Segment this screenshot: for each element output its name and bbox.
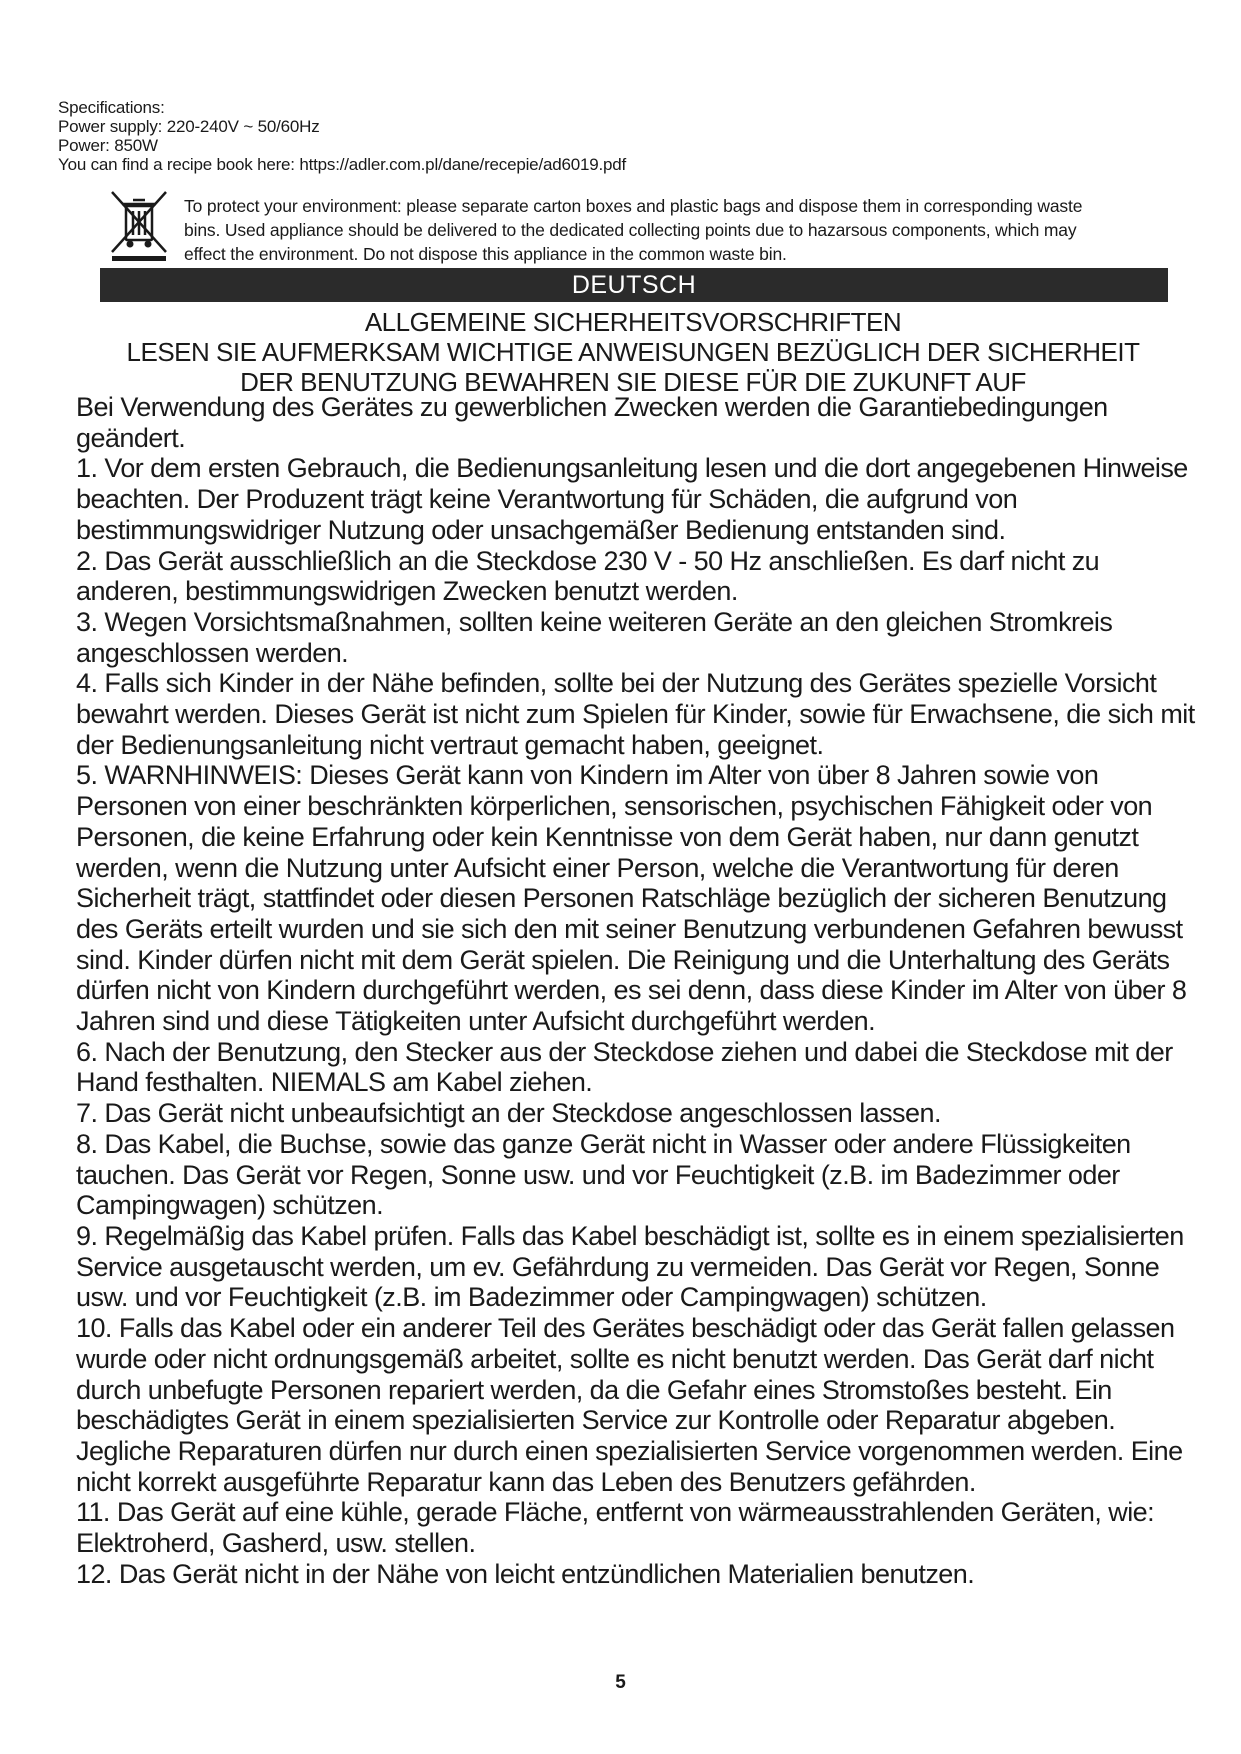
safety-item-9: 9. Regelmäßig das Kabel prüfen. Falls das Kabel beschädigt ist, sollte es in einem spezialisierten Service ausgetauscht werden, um ev. Gefährdung zu vermeiden. Das Gerät vor Regen, Sonne usw. und vor Feuchtigkeit (z.B. im Badezimmer oder Campingwagen) schützen. bbox=[76, 1220, 1184, 1313]
warranty-intro: Bei Verwendung des Gerätes zu gewerblichen Zwecken werden die Garantiebedingungen geändert. bbox=[76, 392, 1108, 453]
language-section-bar: DEUTSCH bbox=[100, 268, 1168, 302]
safety-item-6: 6. Nach der Benutzung, den Stecker aus der Steckdose ziehen und dabei die Steckdose mit der Hand festhalten. NIEMALS am Kabel ziehen. bbox=[76, 1036, 1173, 1098]
safety-item-3: 3. Wegen Vorsichtsmaßnahmen, sollten keine weiteren Geräte an den gleichen Stromkreis angeschlossen werden. bbox=[76, 606, 1113, 668]
specifications-block bbox=[58, 98, 1208, 174]
safety-heading-line-1: ALLGEMEINE SICHERHEITSVORSCHRIFTEN bbox=[364, 307, 902, 337]
safety-heading-line-3: DER BENUTZUNG BEWAHREN SIE DIESE FÜR DIE ZUKUNFT AUF bbox=[240, 367, 1026, 397]
recipe-book-link: You can find a recipe book here: https://adler.com.pl/dane/recepie/ad6019.pdf bbox=[58, 155, 627, 174]
power-spec: Power: 850W bbox=[58, 136, 158, 155]
safety-item-4: 4. Falls sich Kinder in der Nähe befinden, sollte bei der Nutzung des Gerätes spezielle Vorsicht bewahrt werden. Dieses Gerät ist nicht zum Spielen für Kinder, sowie für Erwachsene, die sich mit der Bedienungsanleitung nicht vertraut gemacht haben, geeignet. bbox=[76, 668, 1195, 760]
safety-instructions bbox=[76, 392, 1196, 1589]
environment-text-line-2: bins. Used appliance should be delivered to the dedicated collecting points due to hazarsous components, which may bbox=[184, 220, 1077, 240]
safety-item-10: 10. Falls das Kabel oder ein anderer Teil des Gerätes beschädigt oder das Gerät fallen gelassen wurde oder nicht ordnungsgemäß arbeitet, sollte es nicht benutzt werden. Das Gerät darf nicht durch unbefugte Personen repariert werden, da die Gefahr eines Stromstoßes besteht. Ein beschädigtes Gerät in einem spezialisierten Service zur Kontrolle oder Reparatur abgeben. Jegliche Reparaturen dürfen nur durch einen spezialisierten Service vorgenommen werden. Eine nicht korrekt ausgeführte Reparatur kann das Leben des Benutzers gefährden. bbox=[76, 1313, 1183, 1497]
safety-item-12: 12. Das Gerät nicht in der Nähe von leicht entzündlichen Materialien benutzen. bbox=[76, 1558, 975, 1589]
environment-text-line-1: To protect your environment: please separate carton boxes and plastic bags and dispose them in corresponding waste bbox=[184, 196, 1083, 216]
safety-headings bbox=[58, 307, 1208, 397]
environment-text-line-3: effect the environment. Do not dispose this appliance in the common waste bin. bbox=[184, 244, 787, 264]
safety-item-2: 2. Das Gerät ausschließlich an die Steckdose 230 V - 50 Hz anschließen. Es darf nicht zu anderen, bestimmungswidrigen Zwecken benutzt werden. bbox=[76, 545, 1100, 607]
power-supply-spec: Power supply: 220-240V ~ 50/60Hz bbox=[58, 117, 320, 136]
safety-item-11: 11. Das Gerät auf eine kühle, gerade Fläche, entfernt von wärmeausstrahlenden Geräten, wie: Elektroherd, Gasherd, usw. stellen. bbox=[76, 1497, 1155, 1559]
environment-notice bbox=[98, 190, 1178, 268]
safety-item-7: 7. Das Gerät nicht unbeaufsichtigt an der Steckdose angeschlossen lassen. bbox=[76, 1098, 941, 1129]
crossed-out-wheelie-bin-icon bbox=[108, 190, 170, 262]
page-number: 5 bbox=[615, 1672, 626, 1693]
safety-item-8: 8. Das Kabel, die Buchse, sowie das ganze Gerät nicht in Wasser oder andere Flüssigkeiten tauchen. Das Gerät vor Regen, Sonne usw. und vor Feuchtigkeit (z.B. im Badezimmer oder Campingwagen) schützen. bbox=[76, 1128, 1131, 1221]
safety-item-5: 5. WARNHINWEIS: Dieses Gerät kann von Kindern im Alter von über 8 Jahren sowie von Personen von einer beschränkten körperlichen, sensorischen, psychischen Fähigkeit oder von Personen, die keine Erfahrung oder kein Kenntnisse von dem Gerät haben, nur dann genutzt werden, wenn die Nutzung unter Aufsicht einer Person, welche die Verantwortung für deren Sicherheit trägt, stattfindet oder diesen Personen Ratschläge bezüglich der sicheren Benutzung des Geräts erteilt wurden und sie sich den mit seiner Benutzung verbundenen Gefahren bewusst sind. Kinder dürfen nicht mit dem Gerät spielen. Die Reinigung und die Unterhaltung des Geräts dürfen nicht von Kindern durchgeführt werden, es sei denn, dass diese Kinder im Alter von über 8 Jahren sind und diese Tätigkeiten unter Aufsicht durchgeführt werden. bbox=[76, 760, 1187, 1037]
safety-item-1: 1. Vor dem ersten Gebrauch, die Bedienungsanleitung lesen und die dort angegebenen Hinweise beachten. Der Produzent trägt keine Verantwortung für Schäden, die aufgrund von bestimmungswidriger Nutzung oder unsachgemäßer Bedienung entstanden sind. bbox=[76, 453, 1188, 545]
specifications-heading: Specifications: bbox=[58, 98, 165, 117]
safety-heading-line-2: LESEN SIE AUFMERKSAM WICHTIGE ANWEISUNGEN BEZÜGLICH DER SICHERHEIT bbox=[126, 337, 1140, 367]
